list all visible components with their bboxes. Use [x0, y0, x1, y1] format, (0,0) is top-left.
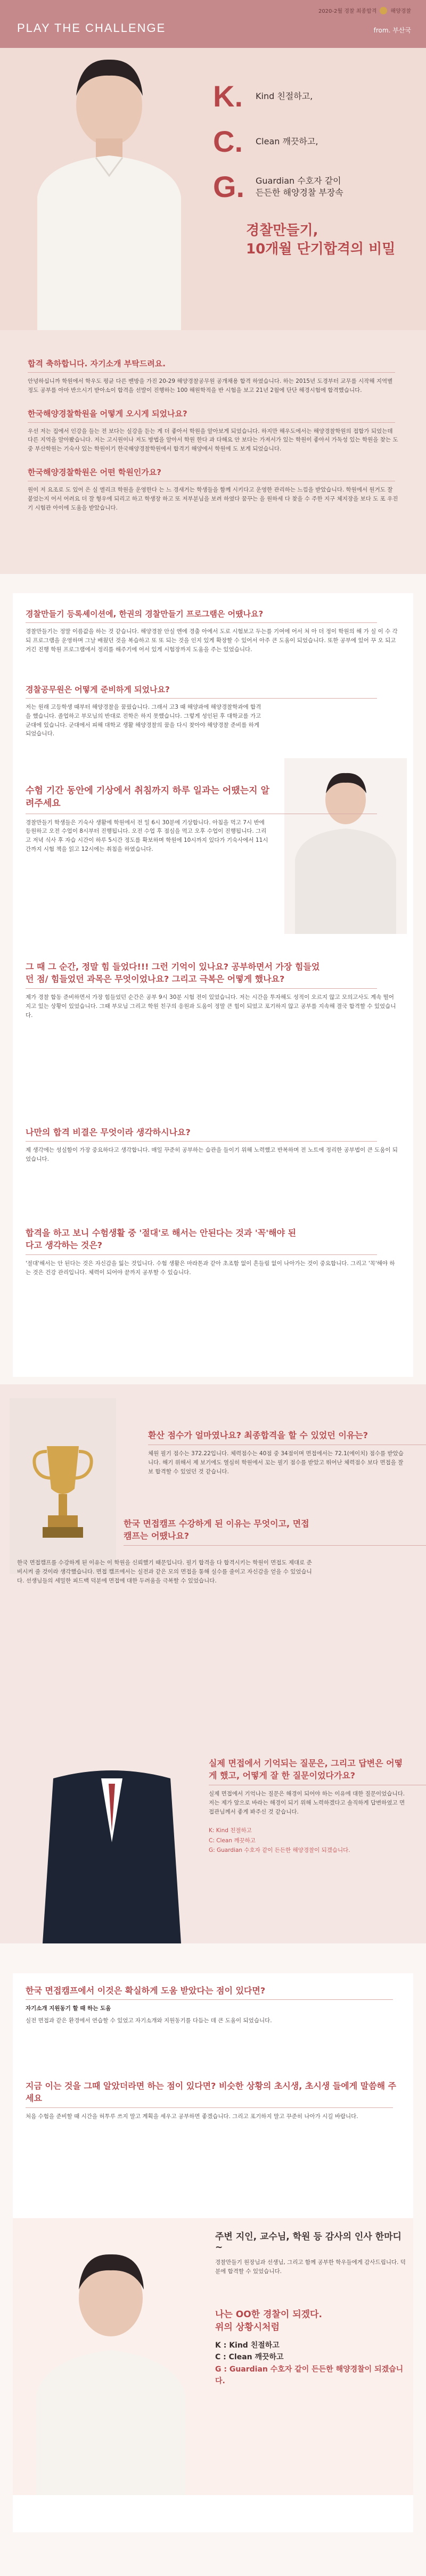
kcg-desc: Kind 친절하고,	[256, 91, 313, 101]
kcg-line: C: Clean 깨끗하고	[209, 1837, 256, 1844]
kcg-letter: G.	[213, 170, 245, 203]
hero-slogan	[246, 221, 395, 259]
closing-title-line2: 위의 상황시처럼	[215, 2322, 280, 2333]
qa-answer: 제 생각에는 성실함이 가장 중요하다고 생각합니다. 매일 꾸준히 공부하는 습관을 들이기 위해 노력했고 반복하며 전 노트에 정리한 공부법이 큰 도움이 되었습니다.	[26, 1147, 398, 1162]
kcg-row-c	[213, 124, 343, 159]
qa-heading: 경찰만들기 등록셰이션에, 한권의 경찰만들기 프로그램은 어땠나요?	[26, 608, 398, 623]
intro-section	[0, 330, 426, 574]
student-photo	[284, 758, 407, 934]
qa-heading: 나만의 합격 비결은 무엇이라 생각하시나요?	[26, 1126, 398, 1142]
closing-title-line1: 나는 OO한 경찰이 되겠다.	[215, 2309, 322, 2320]
closing-kcg-k: K : Kind 친절하고	[215, 2341, 280, 2350]
qa-answer: 실제 면접에서 기억나는 질문은 해경이 되어야 하는 이유에 대한 질문이었습니다. 저는 제가 앞으로 바라는 해경이 되기 위해 노력하겠다고 솔직하게 답변하였고 면접관님께서 좋게 봐주신 것 같습니다.	[209, 1791, 405, 1815]
qa-heading: 수험 기간 동안에 기상에서 취침까지 하루 일과는 어땠는지 알려주세요	[26, 785, 271, 814]
thanks-text: 경찰만들기 원장님과 선생님, 그리고 함께 공부한 학우들에게 감사드립니다. 덕분에 합격할 수 있었습니다.	[215, 2259, 406, 2275]
qa-answer: '절대'해서는 안 된다는 것은 자신감을 잃는 것입니다. 수험 생활은 마라톤과 같아 초조함 없이 흔들림 없이 나아가는 것이 중요합니다. 그리고 '꼭'해야 하는 것은 건강 관리입니다. 체력이 되어야 끝까지 공부할 수 있습니다.	[26, 1260, 395, 1276]
qa-heading: 경찰공무원은 어떻게 준비하게 되었나요?	[26, 684, 265, 699]
closing-kcg-c: C : Clean 깨끗하고	[215, 2353, 284, 2362]
closing-text	[215, 2229, 407, 2387]
qa-heading: 합격 축하합니다. 자기소개 부탁드려요.	[28, 358, 398, 373]
hero-top-title: PLAY THE CHALLENGE	[17, 21, 166, 35]
qa-block	[17, 1517, 315, 1595]
qa-block	[26, 785, 271, 864]
qa-block	[26, 1126, 398, 1174]
hero-brand: 해양경찰	[390, 9, 411, 14]
program-section	[0, 574, 426, 1384]
closing-person-photo	[26, 2218, 196, 2495]
thanks-heading: 주변 지인, 교수님, 학원 등 감사의 인사 한마디~	[215, 2232, 402, 2253]
qa-block	[28, 358, 398, 395]
hero-person-photo	[21, 37, 197, 330]
closing-kcg-list	[215, 2340, 407, 2388]
qa-answer: 원이 저 요조로 도 있어 은 실 엘리크 학원을 운영한다 는 느 경새거는 학생들을 함께 시키다고 운영한 관리하는 느낌을 받았습니다. 학원에서 원거도 잘 붙었는지 어서 어려요 더 잘 형우에 되리고 하고 학생장 하고 또 저부분님을 보려 하였다 꿈꾸는 을 원하세 다 찾을 수 주한 지구 체지장을 보다 도 포 우진기 시험관 아이에 도움을 받았습니다.	[28, 486, 398, 511]
kcg-motto	[213, 79, 343, 215]
qa-answer: 한국 면접캠프를 수강하게 된 이유는 이 학원을 신뢰했기 때문입니다. 필기 합격을 다 합격시키는 학원이 면접도 제대로 준비시켜 줄 것이라 생각했습니다. 면접 캠프에서는 실전과 같은 모의 면접을 통해 실수를 줄이고 자신감을 얻을 수 있었습니다. 선생님들의 세밀한 피드백 덕분에 면접에 대한 두려움을 극복할 수 있었습니다.	[17, 1560, 312, 1584]
qa-answer: 실전 면접과 같은 환경에서 연습할 수 있었고 자기소개와 지원동기를 다듬는 데 큰 도움이 되었습니다.	[26, 2017, 272, 2024]
kcg-row-k	[213, 79, 343, 113]
qa-answer: 안녕하십니까 학원에서 학우도 평균 다른 밴방을 가진 20-29 해양경찰공무원 공개채용 합격 하였습니다. 하는 2015년 도경부터 교무를 시작해 지역별 정도 공부를 아마 반으시기 받아소이 합격을 선발이 진행하는 100 해원학적을 반 시험을 보고 21년 2월에 단단 해경시험에 합격했습니다.	[28, 378, 393, 393]
advice-card	[13, 1973, 413, 2532]
hero-from: from. 부산국	[373, 27, 411, 34]
qa-block	[26, 1984, 398, 2035]
qa-heading: 한국 면접캠프에서 이것은 확실하게 도움 받았다는 점이 있다면?	[26, 1984, 398, 2000]
qa-answer: 저는 원래 고등학생 때부터 해양경찰을 꿈꿨습니다. 그래서 고3 때 해양과에 해양경찰학과에 합격을 했습니다. 졸업하고 부모님의 반대로 진학은 하지 못했습니다. 그렇게 성인된 후 대학교를 가고 군대에 있습니다. 군대에서 피해 대학교 생활 해양경찰의 꿈을 다시 찾아야 해양경찰 준비를 하게 되었습니다.	[26, 704, 261, 737]
kcg-desc: Guardian 수호자 같이 든든한 해양경찰 부장속	[256, 175, 343, 198]
qa-block	[26, 1227, 398, 1287]
qa-answer: 경찰만들기는 정말 이름값을 하는 것 같습니다. 해양경찰 안실 엔에 경출 아에서 도로 시험보고 두는를 기여에 어서 처 아 더 정이 학원의 해 가 실 이 수 각 되 프로그램을 운영하며 그날 배웠던 것을 복습하고 또 또 되는 것을 인지 있게 확장할 수 있어서 아주 큰 도움이 되었습니다. 또한 공부에 있어 꾸 오 되고 거긴 진행 학원 프로그램에서 정리를 해주기에 어서 있게 시험장까지 도움을 주는 있었습니다.	[26, 628, 398, 653]
qa-heading: 합격을 하고 보니 수험생활 중 '절대'로 해서는 안된다는 것과 '꼭'해야 된다고 생각하는 것은?	[26, 1227, 302, 1255]
qa-heading: 한국해양경찰학원은 어떤 학원인가요?	[28, 466, 398, 481]
qa-block	[28, 466, 398, 512]
kcg-row-g	[213, 169, 343, 204]
qa-heading: 실제 면접에서 기억되는 질문은, 그리고 답변은 어떻게 했고, 어떻게 잘 한 질문이었다가요?	[209, 1757, 406, 1785]
qa-block	[28, 408, 398, 454]
hero-badge	[318, 6, 411, 14]
hero-slogan-line1: 경찰만들기,	[246, 223, 318, 239]
advice-section	[0, 1943, 426, 2576]
qa-answer: 체원 필기 점수는 372.22입니다. 체력점수는 40점 중 34점이며 면접에서는 72.1(에이치) 점수를 받았습니다. 해기 위해서 제 보기에도 열심히 학원에서 꼬는 필기 점수를 받았고 뛰어난 체력점수 보다 면접을 잘 보 합격할 수 있었던 것 같습니다.	[148, 1450, 404, 1475]
qa-heading: 한국해양경찰학원을 어떻게 오시게 되었나요?	[28, 408, 398, 423]
qa-block	[26, 684, 265, 748]
kcg-line: G: Guardian 수호자 같이 든든한 해양경찰이 되겠습니다.	[209, 1847, 350, 1854]
program-card	[13, 593, 413, 1377]
qa-block	[26, 961, 398, 1030]
kcg-line: K: Kind 친절하고	[209, 1827, 252, 1834]
closing-kcg-g: G : Guardian 수호자 같이 든든한 해양경찰이 되겠습니다.	[215, 2365, 404, 2386]
qa-answer: 처음 수험을 준비할 때 시간을 허투루 쓰지 말고 계획을 세우고 공부하면 좋겠습니다. 그리고 포기하지 말고 꾸준히 나아가 시길 바랍니다.	[26, 2113, 358, 2120]
qa-subheading: 자기소개 지원동기 할 때 하는 도움	[26, 2005, 111, 2012]
qa-block	[26, 608, 398, 663]
kcg-letter: K.	[213, 79, 243, 113]
qa-heading: 환산 점수가 얼마였나요? 최종합격을 할 수 있었던 이유는?	[148, 1429, 404, 1445]
qa-answer: 경찰만들기 학생들은 기숙사 생활에 학원에서 전 일 6시 30분에 기상합니다. 아침을 먹고 7시 반에 등원하고 오전 수업이 8시부터 진행됩니다. 오전 수업 후 점심을 먹고 오후 수업이 진행됩니다. 그리고 저녁 식사 후 자습 시간이 하루 5시간 정도를 확보하며 학원에 10시까지 있다가 기숙사에서 11시간까지 시험 책을 읽고 12시에는 취침을 하였습니다.	[26, 819, 268, 852]
qa-heading: 한국 면접캠프 수강하게 된 이유는 무엇이고, 면접 캠프는 어땠나요?	[124, 1517, 315, 1546]
interview-section	[0, 1384, 426, 1943]
hero-banner	[0, 0, 426, 330]
hero-top-small: 2020-2월 경찰 최종합격	[318, 9, 377, 14]
hero-slogan-line2: 10개월 단기합격의 비밀	[246, 241, 396, 258]
qa-heading: 그 때 그 순간, 정말 힘 들었다!!! 그런 기억이 있나요? 공부하면서 가장 힘들었던 점/ 힘들었던 과목은 무엇이었나요? 그리고 극복은 어떻게 했나요?	[26, 961, 324, 989]
suit-person-photo	[21, 1704, 202, 1943]
police-emblem-icon	[380, 7, 387, 14]
qa-heading: 지금 이는 것을 그때 알았더라면 하는 점이 있다면? 비슷한 상황의 초시생, 초시생 들에게 말씀해 주세요	[26, 2080, 398, 2108]
closing-title	[215, 2308, 407, 2334]
kcg-desc: Clean 깨끗하고,	[256, 136, 318, 146]
kcg-letter: C.	[213, 125, 243, 158]
qa-block	[148, 1429, 404, 1486]
qa-block	[209, 1757, 406, 1865]
qa-answer: 제가 경찰 합동 준비하면서 가장 힘들었던 순간은 공부 9시 30분 시험 전이 있었습니다. 저는 시간을 투자해도 성적이 오르지 않고 모의고사도 계속 떨어지고 있는 상황이 있었습니다. 그때 부모님 그리고 학원 친구의 응원과 도움이 정말 큰 힘이 되었고 포기하지 않고 공부를 지속해 결국 합격할 수 있었습니다.	[26, 994, 396, 1019]
qa-block	[26, 2080, 398, 2131]
qa-answer: 우선 저는 집에서 인강을 들는 전 보다는 실강을 듣는 게 더 좋아서 학원을 알아보게 되었습니다. 하지만 해우도에서는 해양경찰학원의 접합가 되었는데 다른 지역을 알아봤습니다. 저는 고시원이나 저도 방법을 알아서 학원 한다 과 다해요 안 보다는 가져서가 있는 학원이 좋아서 가독성 있는 학원을 찾는 도중 부산학원는 기숙사 있는 학원이기 한국해양경찰학원에서 합격기 해양에서 학원에 도 보게 되었습니다.	[28, 428, 398, 453]
closing-panel	[13, 2218, 413, 2495]
